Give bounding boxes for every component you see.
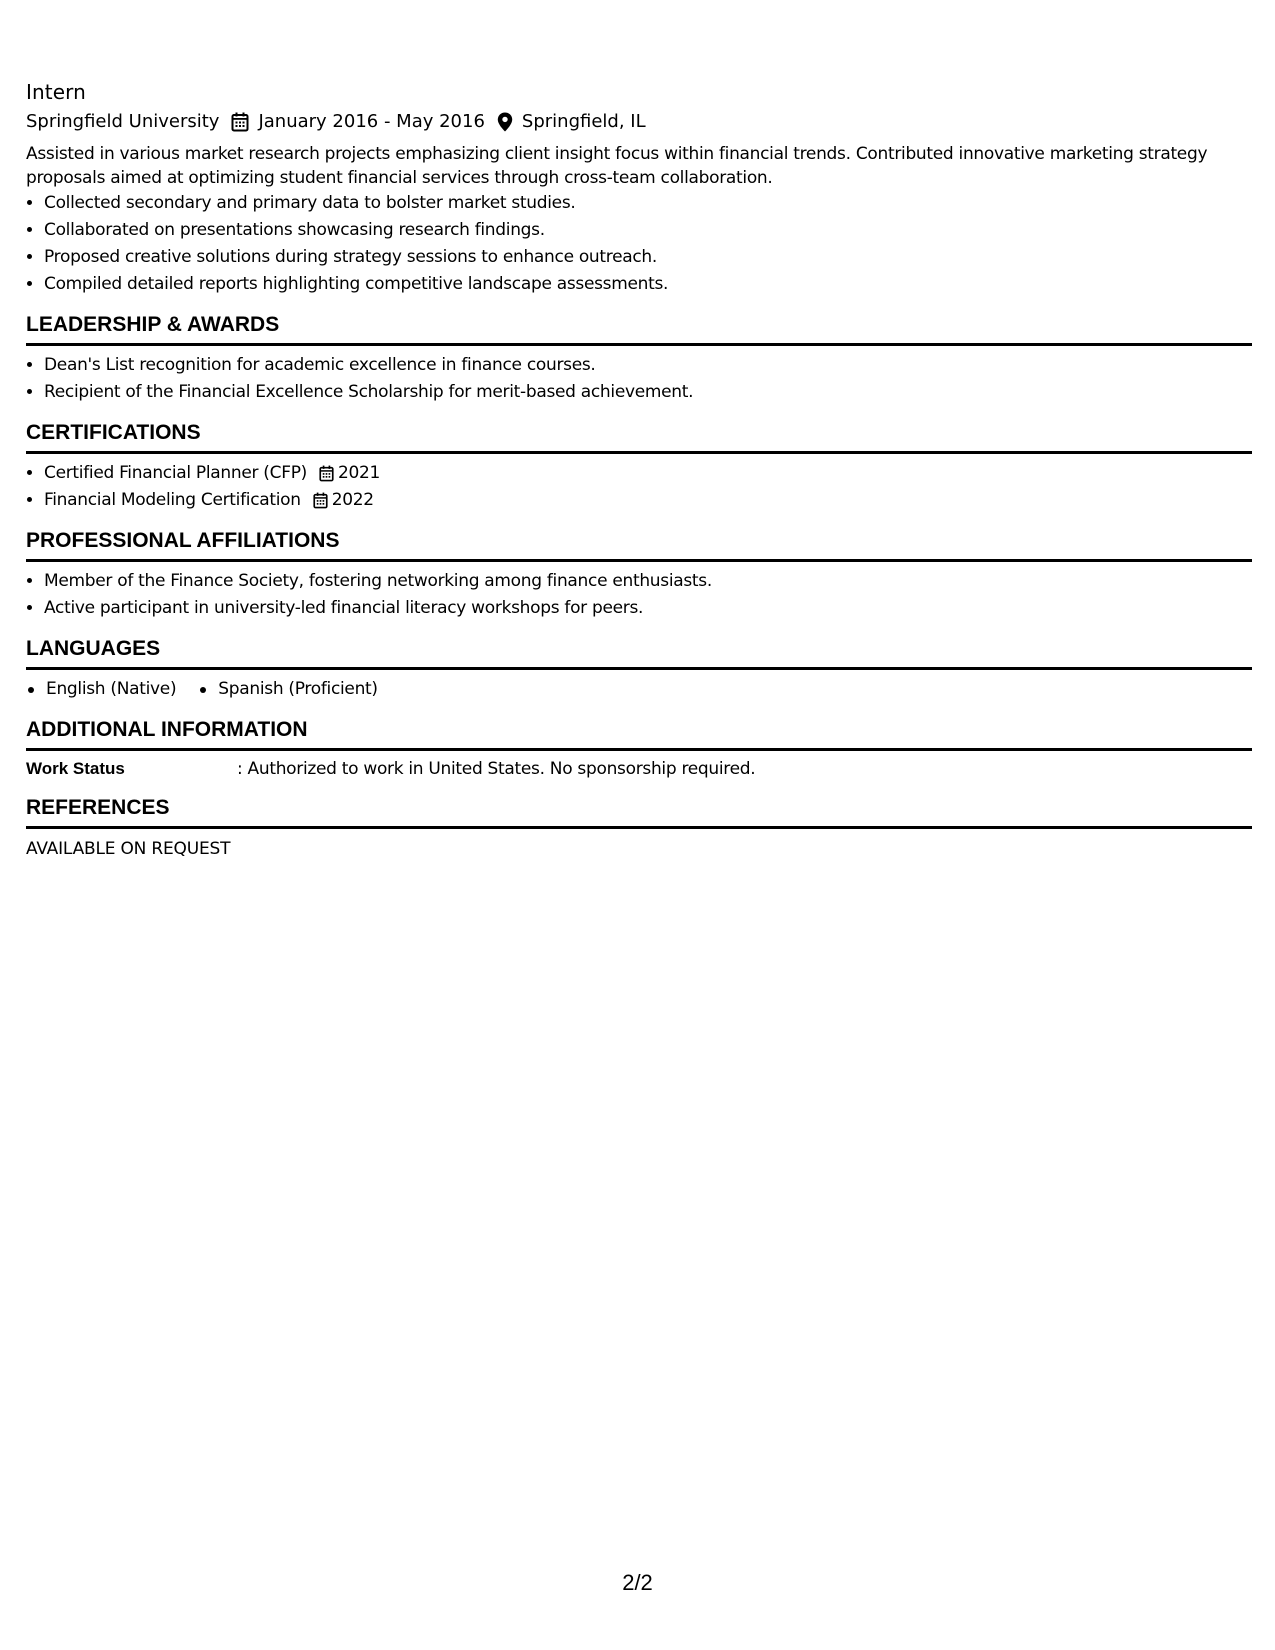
languages-section xyxy=(26,636,1250,703)
certification-year: 2021 xyxy=(337,463,381,483)
list-item: • Collaborated on presentations showcasing research findings. xyxy=(44,217,1250,244)
map-pin-icon xyxy=(497,112,513,132)
section-heading: LANGUAGES xyxy=(26,636,1252,670)
certification-name: • Certified Financial Planner (CFP) xyxy=(44,463,307,483)
affiliations-list xyxy=(26,568,1250,622)
references-text: AVAILABLE ON REQUEST xyxy=(26,839,231,859)
work-status-label: Work Status xyxy=(26,759,125,778)
references-section xyxy=(26,795,1250,861)
list-item: • Recipient of the Financial Excellence Scholarship for merit-based achievement. xyxy=(44,379,1250,406)
section-heading: REFERENCES xyxy=(26,795,1252,829)
section-heading: PROFESSIONAL AFFILIATIONS xyxy=(26,528,1252,562)
job-location: Springfield, IL xyxy=(521,111,646,132)
section-heading: ADDITIONAL INFORMATION xyxy=(26,717,1252,751)
work-status-value: : Authorized to work in United States. No sponsorship required. xyxy=(237,759,756,779)
list-item xyxy=(44,460,1250,487)
resume-page xyxy=(26,78,1250,861)
calendar-icon xyxy=(313,492,328,509)
list-item: • Compiled detailed reports highlighting competitive landscape assessments. xyxy=(44,271,1250,298)
list-item: • Proposed creative solutions during strategy sessions to enhance outreach. xyxy=(44,244,1250,271)
languages-list xyxy=(26,676,1250,703)
job-meta xyxy=(26,109,1250,135)
calendar-icon xyxy=(231,112,249,132)
list-item: • Dean's List recognition for academic excellence in finance courses. xyxy=(44,352,1250,379)
work-status-row xyxy=(26,757,1250,781)
section-heading: CERTIFICATIONS xyxy=(26,420,1252,454)
job-dates: January 2016 - May 2016 xyxy=(258,111,485,132)
job-organization: Springfield University xyxy=(26,111,220,132)
page-number: 2/2 xyxy=(622,1570,653,1595)
leadership-section xyxy=(26,312,1250,406)
certification-name: • Financial Modeling Certification xyxy=(44,490,301,510)
job-description: Assisted in various market research projects emphasizing client insight focus within financial trends. Contributed innovative marketing strategy proposals aimed at optimizing student financial services through cross-team collaboration. xyxy=(26,144,1208,188)
certifications-list xyxy=(26,460,1250,514)
language-item: Spanish (Proficient) xyxy=(198,676,377,703)
calendar-icon xyxy=(319,465,334,482)
section-heading: LEADERSHIP & AWARDS xyxy=(26,312,1252,346)
list-item: • Collected secondary and primary data to bolster market studies. xyxy=(44,190,1250,217)
certifications-section xyxy=(26,420,1250,514)
list-item xyxy=(44,487,1250,514)
affiliations-section xyxy=(26,528,1250,622)
language-item: English (Native) xyxy=(26,676,176,703)
job-title: Intern xyxy=(26,80,86,104)
experience-entry xyxy=(26,78,1250,298)
job-bullets xyxy=(26,190,1250,298)
certification-year: 2022 xyxy=(331,490,374,510)
list-item: • Member of the Finance Society, fostering networking among finance enthusiasts. xyxy=(44,568,1250,595)
list-item: • Active participant in university-led financial literacy workshops for peers. xyxy=(44,595,1250,622)
leadership-list xyxy=(26,352,1250,406)
additional-info-section xyxy=(26,717,1250,781)
